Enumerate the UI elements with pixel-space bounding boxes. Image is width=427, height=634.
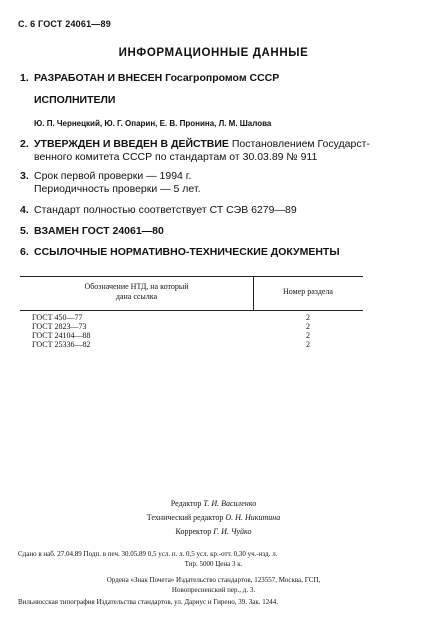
executors-label: ИСПОЛНИТЕЛИ [34, 94, 116, 106]
table-row-1-section: 2 [306, 313, 310, 322]
item-5-text: ВЗАМЕН ГОСТ 24061—80 [34, 225, 164, 237]
item-3-number: 3. [20, 170, 29, 182]
table-row-2-section: 2 [306, 322, 310, 331]
table-row-4-section: 2 [306, 340, 310, 349]
item-4 [20, 204, 297, 217]
table-row-1-doc: ГОСТ 450—77 [32, 313, 83, 322]
imprint-line-1: Сдано в наб. 27.04.89 Подп. в печ. 30.05.89 0,5 усл. п. л. 0,5 усл. кр.-отт. 0,30 уч.-изд. л. [18, 550, 278, 558]
table-header-rule [20, 310, 363, 311]
table-header-doc: Обозначение НТД, на который дана ссылка [84, 282, 189, 301]
table-row-3-section: 2 [306, 331, 310, 340]
page-header: С. 6 ГОСТ 24061—89 [18, 19, 111, 29]
item-1-number: 1. [20, 72, 29, 84]
table-top-rule [20, 276, 363, 277]
imprint-line-4: Новопресненский пер., д. 3. [171, 586, 256, 594]
executors-names: Ю. П. Чернецкий, Ю. Г. Опарин, Е. В. Пронина, Л. М. Шалова [34, 119, 272, 128]
item-6 [20, 246, 340, 259]
item-2 [20, 138, 370, 164]
imprint-line-2: Тир. 5000 Цена 3 к. [184, 560, 243, 568]
item-2-line2: венного комитета СССР по стандартам от 30.03.89 № 911 [34, 151, 318, 163]
credit-editor: Редактор Т. И. Василенко [170, 499, 257, 508]
item-1 [20, 72, 279, 85]
table-header-section: Номер раздела [283, 287, 333, 296]
table-row-2-doc: ГОСТ 2823—73 [32, 322, 87, 331]
item-5 [20, 225, 164, 238]
imprint-line-3: Ордена «Знак Почета» Издательство стандартов, 123557, Москва, ГСП, [106, 576, 321, 584]
item-5-number: 5. [20, 225, 29, 237]
reference-table [20, 276, 363, 358]
credit-tech-editor: Технический редактор О. Н. Никитина [146, 513, 281, 522]
item-4-number: 4. [20, 204, 29, 216]
table-row-4-doc: ГОСТ 25336—82 [32, 340, 91, 349]
credit-corrector: Корректор Г. И. Чуйко [175, 527, 252, 536]
imprint-line-5: Вильнюсская типография Издательства стандартов, ул. Дариус и Гирено, 39. Зак. 1244. [18, 598, 278, 606]
item-2-rest: Постановлением Государст- [231, 138, 370, 150]
item-3 [20, 170, 200, 196]
section-title: ИНФОРМАЦИОННЫЕ ДАННЫЕ [118, 47, 309, 59]
item-3-line2: Периодичность проверки — 5 лет. [34, 183, 201, 195]
item-2-number: 2. [20, 138, 29, 150]
item-2-bold: УТВЕРЖДЕН И ВВЕДЕН В ДЕЙСТВИЕ [34, 138, 229, 150]
table-row-3-doc: ГОСТ 24104—88 [32, 331, 91, 340]
item-6-number: 6. [20, 246, 29, 258]
item-4-text: Стандарт полностью соответствует СТ СЭВ 6279—89 [34, 204, 297, 216]
item-6-text: ССЫЛОЧНЫЕ НОРМАТИВНО-ТЕХНИЧЕСКИЕ ДОКУМЕНТЫ [34, 246, 340, 258]
item-3-line1: Срок первой проверки — 1994 г. [34, 170, 192, 182]
item-1-text: РАЗРАБОТАН И ВНЕСЕН Госагропромом СССР [34, 72, 280, 84]
